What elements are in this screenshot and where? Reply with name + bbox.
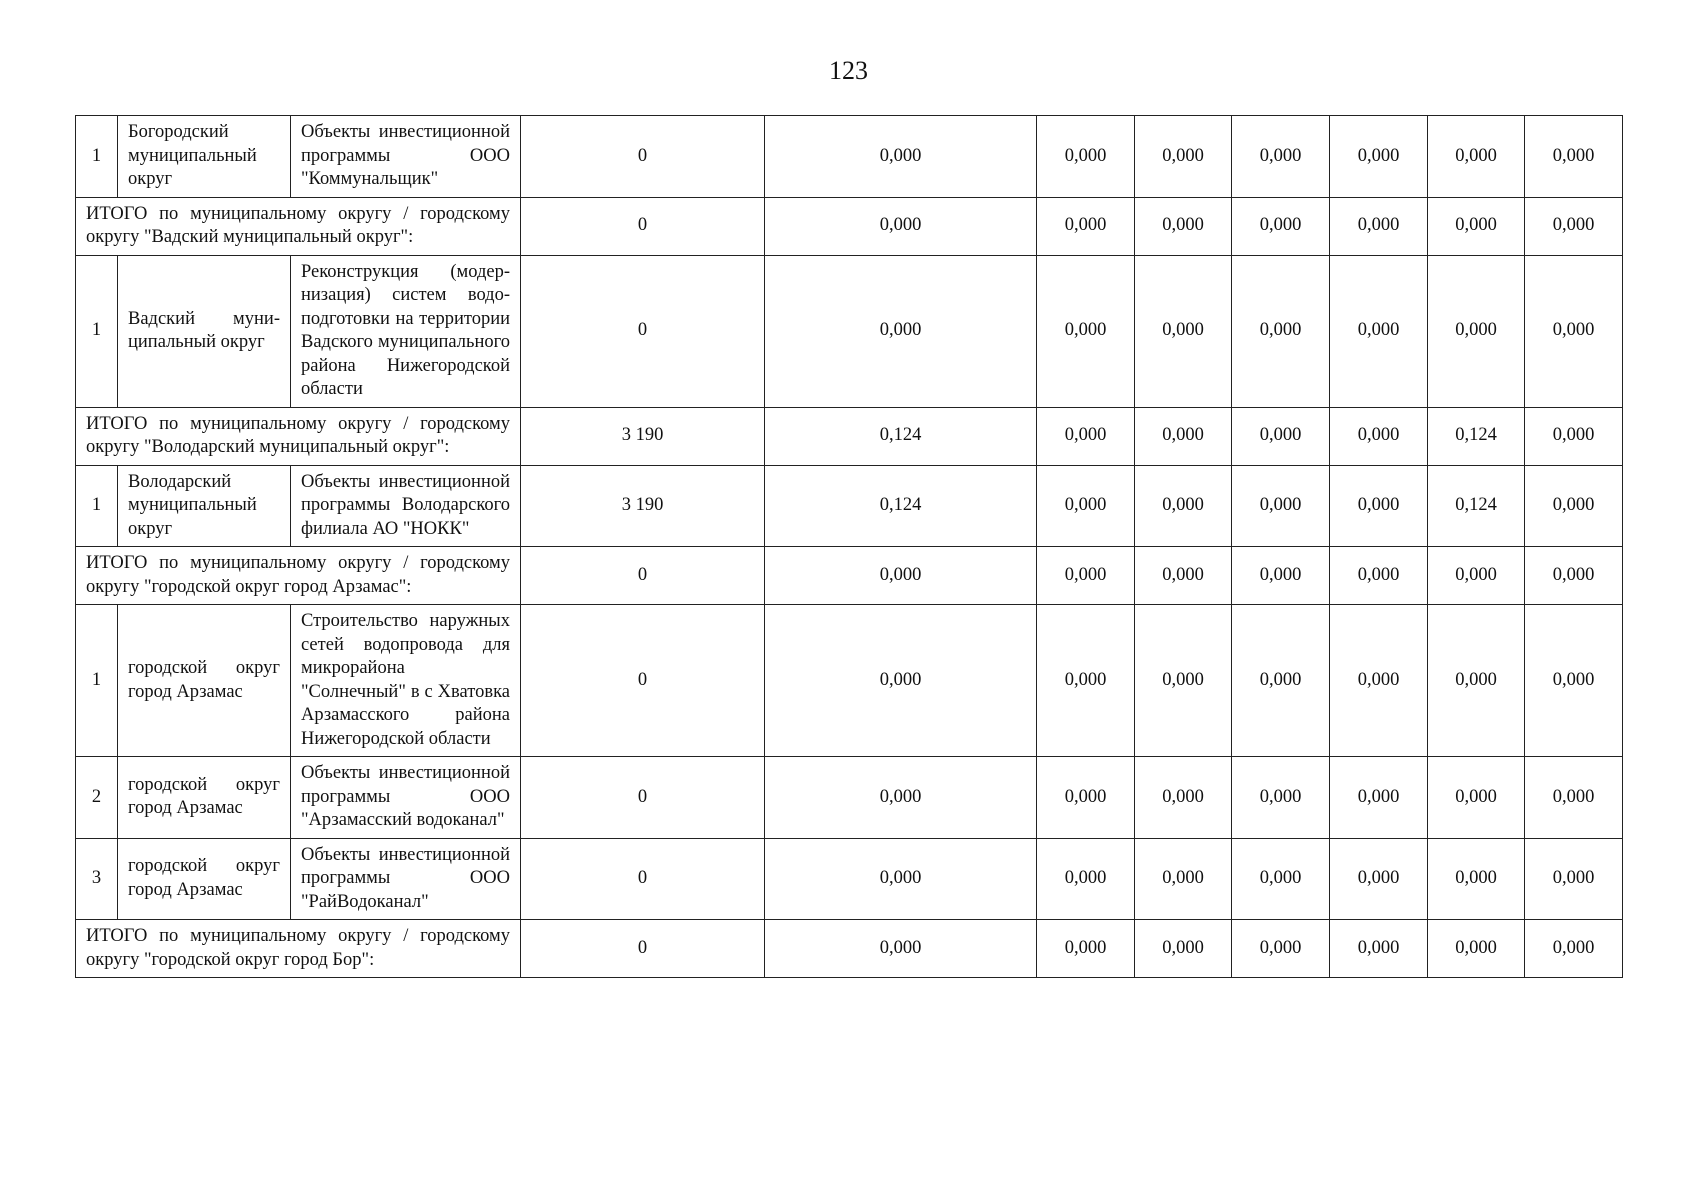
value-cell: 3 190 (521, 407, 765, 465)
value-cell: 0,000 (1330, 605, 1428, 757)
object-name: Объекты инвестиционной программы Володарского филиала АО "НОКК" (291, 465, 521, 547)
table-row (76, 757, 1623, 839)
object-name: Объекты инвестиционной программы ООО "Арзамасский водоканал" (291, 757, 521, 839)
value-cell: 0,000 (1330, 757, 1428, 839)
value-cell: 0,000 (765, 757, 1037, 839)
value-cell: 0,000 (1232, 547, 1330, 605)
total-row (76, 547, 1623, 605)
value-cell: 0 (521, 197, 765, 255)
value-cell: 0,000 (1232, 255, 1330, 407)
value-cell: 0,000 (1330, 920, 1428, 978)
value-cell: 0,000 (1232, 920, 1330, 978)
value-cell: 0,000 (1232, 197, 1330, 255)
value-cell: 0,000 (1232, 465, 1330, 547)
value-cell: 0,000 (1330, 197, 1428, 255)
row-number: 1 (76, 605, 118, 757)
total-row (76, 197, 1623, 255)
value-cell: 0,000 (1428, 838, 1525, 920)
value-cell: 0,000 (1037, 920, 1135, 978)
value-cell: 0,000 (1135, 407, 1232, 465)
value-cell: 0,124 (765, 465, 1037, 547)
value-cell: 0,000 (1525, 920, 1623, 978)
value-cell: 0,000 (1232, 838, 1330, 920)
total-row (76, 407, 1623, 465)
value-cell: 0,000 (765, 547, 1037, 605)
value-cell: 0,000 (1037, 116, 1135, 198)
value-cell: 0,000 (1330, 838, 1428, 920)
value-cell: 0,124 (1428, 407, 1525, 465)
table-row (76, 605, 1623, 757)
value-cell: 0,000 (1135, 605, 1232, 757)
value-cell: 0,000 (1428, 116, 1525, 198)
total-label: ИТОГО по муниципальному округу / городскому округу "Вадский муниципальный округ": (76, 197, 521, 255)
value-cell: 0,000 (1428, 547, 1525, 605)
value-cell: 0,000 (1330, 116, 1428, 198)
district-name: городской округ город Арзамас (118, 838, 291, 920)
value-cell: 0,000 (1330, 255, 1428, 407)
value-cell: 0,000 (1428, 255, 1525, 407)
value-cell: 0,000 (1428, 605, 1525, 757)
value-cell: 0,000 (1525, 547, 1623, 605)
value-cell: 0,000 (1525, 407, 1623, 465)
value-cell: 0 (521, 757, 765, 839)
district-name: Вадский муниципальный округ (118, 255, 291, 407)
table-row (76, 255, 1623, 407)
value-cell: 0,000 (1330, 465, 1428, 547)
value-cell: 0,000 (1525, 116, 1623, 198)
value-cell: 0,000 (1135, 116, 1232, 198)
investment-table (75, 115, 1623, 978)
value-cell: 0,000 (765, 197, 1037, 255)
value-cell: 0 (521, 547, 765, 605)
row-number: 1 (76, 465, 118, 547)
value-cell: 0,000 (1232, 407, 1330, 465)
object-name: Строительство наружных сетей водопровода для микрорайона "Солнечный" в с Хватовка Арзамасского района Нижегородской области (291, 605, 521, 757)
page-number: 123 (829, 56, 868, 85)
value-cell: 0 (521, 605, 765, 757)
value-cell: 0,000 (765, 920, 1037, 978)
value-cell: 0,000 (1135, 197, 1232, 255)
value-cell: 0 (521, 838, 765, 920)
total-label: ИТОГО по муниципальному округу / городскому округу "Володарский муниципальный округ": (76, 407, 521, 465)
total-label: ИТОГО по муниципальному округу / городскому округу "городской округ город Арзамас": (76, 547, 521, 605)
district-name: городской округ город Арзамас (118, 605, 291, 757)
value-cell: 0,000 (1525, 465, 1623, 547)
value-cell: 0,000 (1428, 757, 1525, 839)
value-cell: 3 190 (521, 465, 765, 547)
value-cell: 0,000 (1037, 605, 1135, 757)
value-cell: 0,000 (1037, 407, 1135, 465)
value-cell: 0,000 (1232, 757, 1330, 839)
total-label: ИТОГО по муниципальному округу / городскому округу "городской округ город Бор": (76, 920, 521, 978)
value-cell: 0,000 (1525, 255, 1623, 407)
value-cell: 0,000 (1135, 465, 1232, 547)
table-row (76, 838, 1623, 920)
object-name: Объекты инвестиционной программы ООО "РайВодоканал" (291, 838, 521, 920)
value-cell: 0,000 (1135, 838, 1232, 920)
value-cell: 0,124 (1428, 465, 1525, 547)
value-cell: 0,000 (1135, 920, 1232, 978)
district-name: городской округ город Арзамас (118, 757, 291, 839)
value-cell: 0 (521, 255, 765, 407)
object-name: Объекты инвестиционной программы ООО "Коммунальщик" (291, 116, 521, 198)
value-cell: 0 (521, 116, 765, 198)
value-cell: 0,000 (1037, 838, 1135, 920)
object-name: Реконструкция (модернизация) систем водоподготовки на территории Вадского муниципального района Нижегородской области (291, 255, 521, 407)
value-cell: 0,000 (1428, 197, 1525, 255)
total-row (76, 920, 1623, 978)
district-name: Володарский муниципальный округ (118, 465, 291, 547)
row-number: 1 (76, 255, 118, 407)
value-cell: 0,000 (765, 838, 1037, 920)
value-cell: 0 (521, 920, 765, 978)
value-cell: 0,000 (1037, 547, 1135, 605)
row-number: 3 (76, 838, 118, 920)
row-number: 2 (76, 757, 118, 839)
value-cell: 0,000 (1232, 605, 1330, 757)
value-cell: 0,000 (1525, 757, 1623, 839)
value-cell: 0,124 (765, 407, 1037, 465)
value-cell: 0,000 (765, 116, 1037, 198)
value-cell: 0,000 (1428, 920, 1525, 978)
value-cell: 0,000 (1232, 116, 1330, 198)
value-cell: 0,000 (765, 605, 1037, 757)
row-number: 1 (76, 116, 118, 198)
value-cell: 0,000 (1135, 757, 1232, 839)
value-cell: 0,000 (1037, 197, 1135, 255)
value-cell: 0,000 (1525, 605, 1623, 757)
value-cell: 0,000 (765, 255, 1037, 407)
value-cell: 0,000 (1330, 407, 1428, 465)
table-row (76, 465, 1623, 547)
value-cell: 0,000 (1037, 465, 1135, 547)
value-cell: 0,000 (1135, 255, 1232, 407)
value-cell: 0,000 (1135, 547, 1232, 605)
value-cell: 0,000 (1330, 547, 1428, 605)
district-name: Богородский муниципальный округ (118, 116, 291, 198)
value-cell: 0,000 (1525, 838, 1623, 920)
table-row (76, 116, 1623, 198)
value-cell: 0,000 (1525, 197, 1623, 255)
value-cell: 0,000 (1037, 255, 1135, 407)
value-cell: 0,000 (1037, 757, 1135, 839)
table-body (76, 116, 1623, 978)
